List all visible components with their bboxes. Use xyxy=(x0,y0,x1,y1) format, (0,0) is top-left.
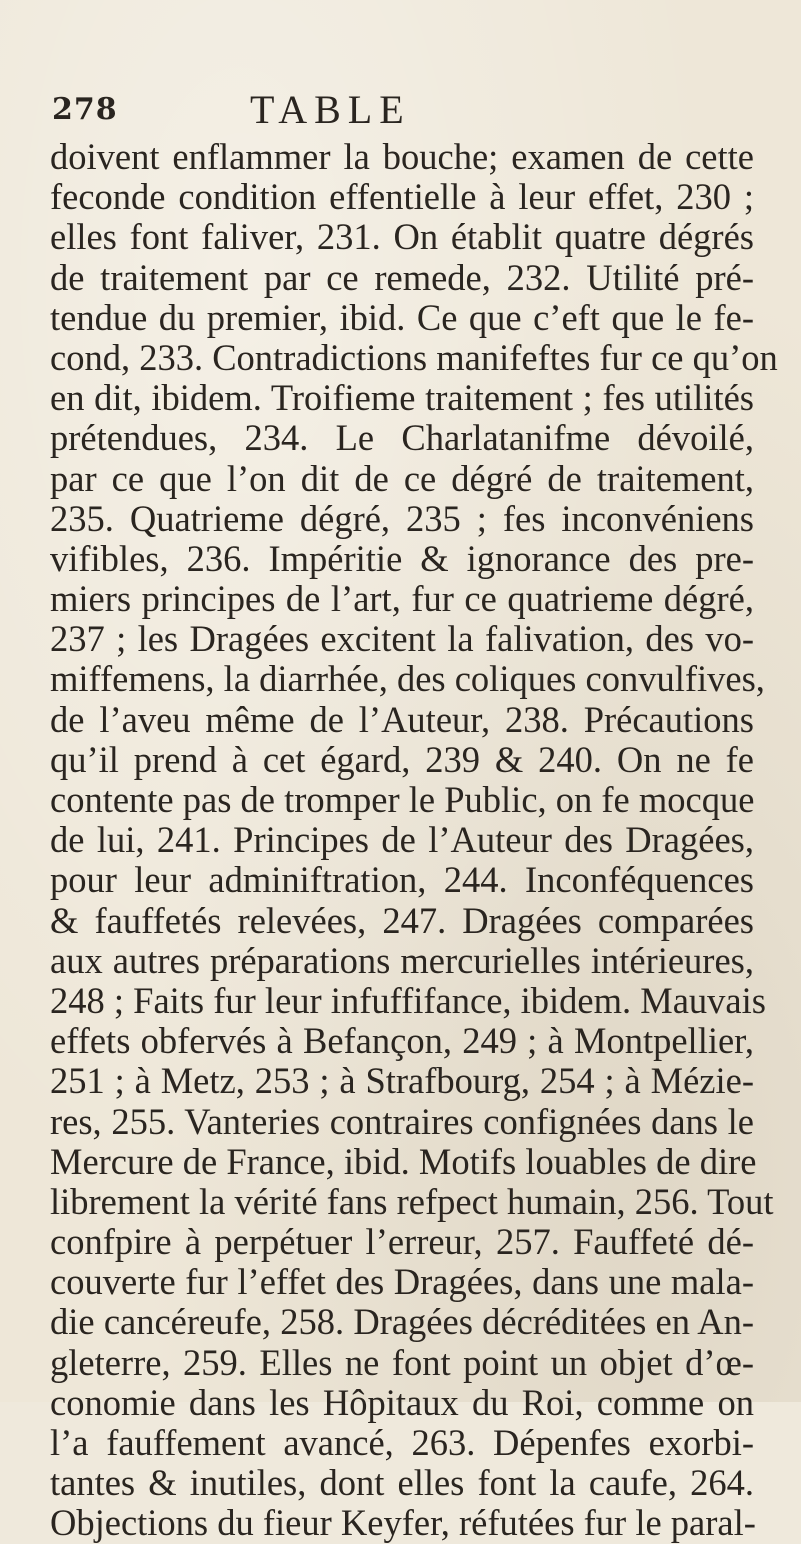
text-line: l’a fauffement avancé, 263. Dépenfes exorbi- xyxy=(50,1422,754,1463)
text-line: miers principes de l’art, fur ce quatrieme dégré, xyxy=(50,578,754,620)
text-line: librement la vérité fans refpect humain, 256. Tout xyxy=(50,1180,774,1222)
text-line: conomie dans les Hôpitaux du Roi, comme on xyxy=(50,1381,754,1423)
text-line: aux autres préparations mercurielles intérieures, xyxy=(50,939,754,981)
text-line: vifibles, 236. Impéritie & ignorance des pre- xyxy=(50,537,754,579)
text-line: par ce que l’on dit de ce dégré de traitement, xyxy=(50,457,754,499)
index-text-block xyxy=(50,136,778,1544)
text-line: contente pas de tromper le Public, on fe mocque xyxy=(50,779,755,820)
text-line: tantes & inutiles, dont elles font la caufe, 264. xyxy=(50,1462,754,1504)
text-line: de l’aveu même de l’Auteur, 238. Précautions xyxy=(50,698,754,740)
text-line: pour leur adminiftration, 244. Inconféquences xyxy=(50,859,754,901)
text-line: res, 255. Vanteries contraires confignées dans le xyxy=(50,1100,754,1142)
text-line: & fauffetés relevées, 247. Dragées comparées xyxy=(50,899,754,941)
text-line: 251 ; à Metz, 253 ; à Strafbourg, 254 ; à Mézie- xyxy=(50,1060,754,1102)
running-head: TABLE xyxy=(250,87,411,132)
text-line: gleterre, 259. Elles ne font point un objet d’œ- xyxy=(50,1341,754,1383)
text-line: 237 ; les Dragées excitent la falivation, des vo- xyxy=(50,618,754,660)
text-line: feconde condition effentielle à leur effet, 230 ; xyxy=(50,176,754,218)
text-line: confpire à perpétuer l’erreur, 257. Fauffeté dé- xyxy=(50,1221,754,1263)
text-line: en dit, ibidem. Troifieme traitement ; fes utilités xyxy=(50,377,754,419)
text-line: couverte fur l’effet des Dragées, dans une mala- xyxy=(50,1261,754,1303)
text-line: qu’il prend à cet égard, 239 & 240. On ne fe xyxy=(50,738,754,780)
text-line: Mercure de France, ibid. Motifs louables de dire xyxy=(50,1140,757,1182)
text-line: effets obfervés à Befançon, 249 ; à Montpellier, xyxy=(50,1020,754,1062)
text-line: de lui, 241. Principes de l’Auteur des Dragées, xyxy=(50,819,754,861)
text-line: doivent enflammer la bouche; examen de cette xyxy=(50,136,754,177)
text-line: 235. Quatrieme dégré, 235 ; fes inconvéniens xyxy=(50,497,754,539)
text-line: tendue du premier, ibid. Ce que c’eft que le fe- xyxy=(50,296,754,338)
text-line: die cancéreufe, 258. Dragées décréditées en An- xyxy=(50,1301,754,1343)
text-line: 248 ; Faits fur leur infuffifance, ibidem. Mauvais xyxy=(50,979,766,1021)
text-line: Objections du fieur Keyfer, réfutées fur le paral- xyxy=(50,1502,756,1544)
text-line: miffemens, la diarrhée, des coliques convulfives, xyxy=(50,658,765,700)
text-line: elles font faliver, 231. On établit quatre dégrés xyxy=(50,216,754,258)
text-line: cond, 233. Contradictions manifeftes fur ce qu’on xyxy=(50,336,778,378)
text-line: prétendues, 234. Le Charlatanifme dévoilé, xyxy=(50,417,754,459)
page-number: 278 xyxy=(52,92,118,127)
page-header xyxy=(52,86,710,138)
text-line: de traitement par ce remede, 232. Utilité pré- xyxy=(50,256,754,298)
